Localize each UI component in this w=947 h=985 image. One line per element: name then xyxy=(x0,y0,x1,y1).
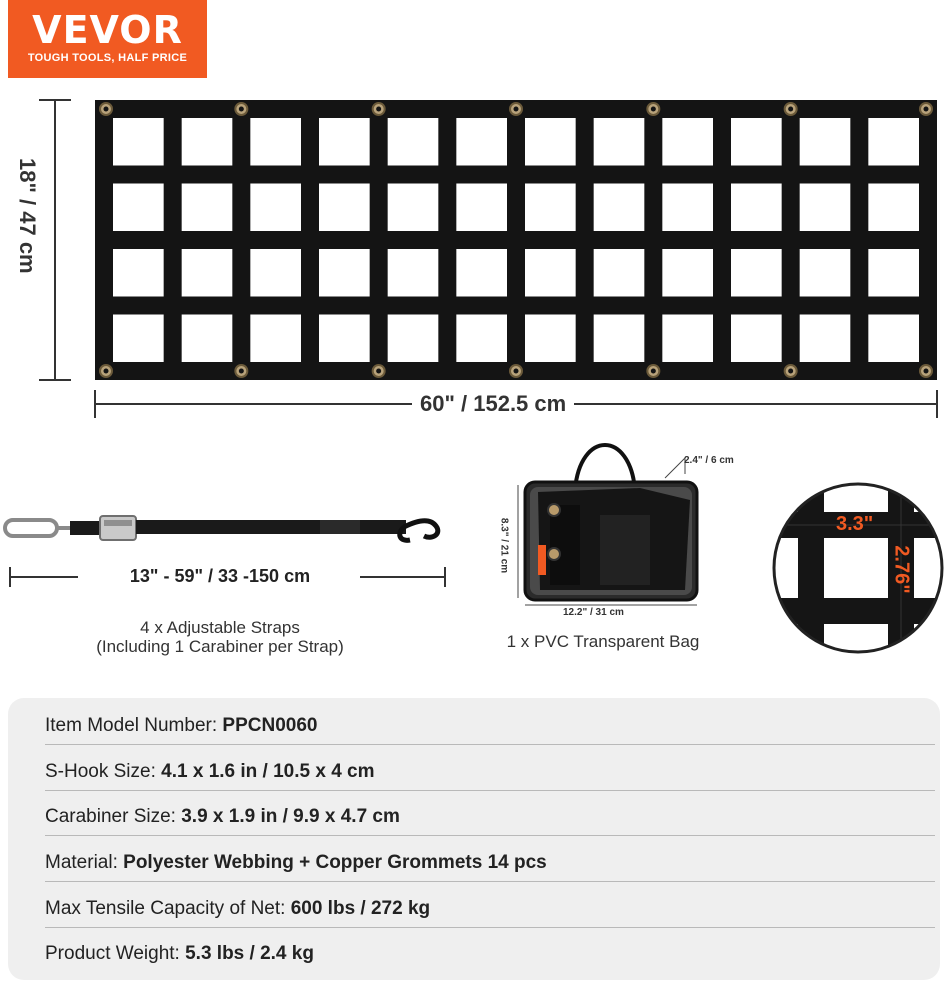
strap-caption-line1: 4 x Adjustable Straps xyxy=(140,618,300,637)
brand-tagline: TOUGH TOOLS, HALF PRICE xyxy=(27,52,188,64)
strap-caption xyxy=(60,618,380,656)
net-width-label: 60" / 152.5 cm xyxy=(412,391,574,417)
net-height-label: 18" / 47 cm xyxy=(15,158,40,274)
divider xyxy=(45,790,935,791)
bag-width-label: 12.2" / 31 cm xyxy=(563,607,624,618)
divider xyxy=(45,927,935,928)
mesh-width-label: 3.3" xyxy=(836,513,874,535)
spec-row-carabiner: Carabiner Size: 3.9 x 1.9 in / 9.9 x 4.7 cm xyxy=(45,806,400,827)
spec-row-s-hook: S-Hook Size: 4.1 x 1.6 in / 10.5 x 4 cm xyxy=(45,761,375,782)
bag-depth-label: 2.4" / 6 cm xyxy=(684,455,734,466)
bag-caption: 1 x PVC Transparent Bag xyxy=(506,632,700,651)
mesh-detail-illustration xyxy=(770,480,946,656)
spec-row-model: Item Model Number: PPCN0060 xyxy=(45,715,318,736)
s-hook-icon xyxy=(404,521,438,537)
spec-row-material: Material: Polyester Webbing + Copper Grommets 14 pcs xyxy=(45,852,547,873)
bag-height-label: 8.3" / 21 cm xyxy=(498,517,510,574)
spec-panel xyxy=(8,698,940,980)
divider xyxy=(45,835,935,836)
divider xyxy=(45,881,935,882)
buckle-icon xyxy=(100,516,136,540)
brand-name: VEVOR xyxy=(32,8,183,52)
strap-caption-line2: (Including 1 Carabiner per Strap) xyxy=(96,637,344,656)
divider xyxy=(45,744,935,745)
strap-length-label: 13" - 59" / 33 -150 cm xyxy=(129,566,311,586)
spec-row-tensile: Max Tensile Capacity of Net: 600 lbs / 272 kg xyxy=(45,898,431,919)
spec-row-weight: Product Weight: 5.3 lbs / 2.4 kg xyxy=(45,943,314,964)
net-dimension-labels xyxy=(0,0,947,440)
carabiner-icon xyxy=(5,520,57,536)
mesh-height-label: 2.76" xyxy=(890,545,913,594)
